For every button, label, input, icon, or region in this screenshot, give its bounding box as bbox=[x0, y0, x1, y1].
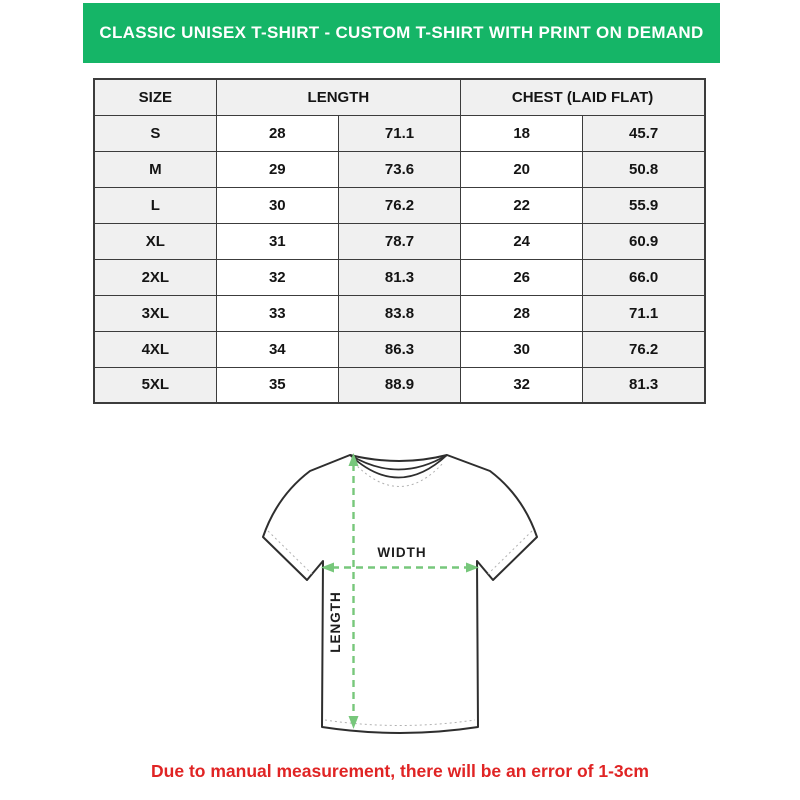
cell-length-cm: 71.1 bbox=[338, 115, 460, 151]
cell-chest-in: 20 bbox=[461, 151, 583, 187]
cell-size: 5XL bbox=[94, 367, 216, 403]
cell-chest-in: 22 bbox=[461, 187, 583, 223]
cell-chest-in: 32 bbox=[461, 367, 583, 403]
cell-chest-cm: 76.2 bbox=[583, 331, 705, 367]
length-dimension-label: LENGTH bbox=[328, 591, 343, 653]
table-row bbox=[94, 223, 705, 259]
cell-length-in: 35 bbox=[216, 367, 338, 403]
cell-length-in: 33 bbox=[216, 295, 338, 331]
cell-chest-cm: 71.1 bbox=[583, 295, 705, 331]
cell-length-cm: 76.2 bbox=[338, 187, 460, 223]
cell-length-in: 32 bbox=[216, 259, 338, 295]
cell-length-cm: 83.8 bbox=[338, 295, 460, 331]
cell-size: 3XL bbox=[94, 295, 216, 331]
cell-length-in: 28 bbox=[216, 115, 338, 151]
table-row bbox=[94, 115, 705, 151]
col-header-chest: CHEST (LAID FLAT) bbox=[461, 79, 705, 115]
table-row bbox=[94, 331, 705, 367]
table-row bbox=[94, 295, 705, 331]
cell-length-in: 29 bbox=[216, 151, 338, 187]
cell-chest-in: 26 bbox=[461, 259, 583, 295]
size-chart-table-container bbox=[93, 78, 706, 404]
cell-chest-cm: 81.3 bbox=[583, 367, 705, 403]
cell-chest-in: 28 bbox=[461, 295, 583, 331]
cell-chest-cm: 45.7 bbox=[583, 115, 705, 151]
cell-length-cm: 86.3 bbox=[338, 331, 460, 367]
tshirt-outline bbox=[263, 455, 537, 733]
cell-chest-cm: 50.8 bbox=[583, 151, 705, 187]
tshirt-measurement-diagram bbox=[250, 440, 550, 750]
page-title: CLASSIC UNISEX T-SHIRT - CUSTOM T-SHIRT WITH PRINT ON DEMAND bbox=[99, 23, 704, 42]
cell-chest-in: 30 bbox=[461, 331, 583, 367]
cell-size: S bbox=[94, 115, 216, 151]
cell-length-cm: 81.3 bbox=[338, 259, 460, 295]
cell-length-in: 31 bbox=[216, 223, 338, 259]
table-row bbox=[94, 259, 705, 295]
col-header-size: SIZE bbox=[94, 79, 216, 115]
cell-size: 4XL bbox=[94, 331, 216, 367]
cell-chest-cm: 60.9 bbox=[583, 223, 705, 259]
cell-size: 2XL bbox=[94, 259, 216, 295]
cell-length-cm: 78.7 bbox=[338, 223, 460, 259]
measurement-disclaimer: Due to manual measurement, there will be an error of 1-3cm bbox=[151, 761, 649, 781]
col-header-length: LENGTH bbox=[216, 79, 460, 115]
cell-length-in: 34 bbox=[216, 331, 338, 367]
table-row bbox=[94, 367, 705, 403]
cell-chest-in: 18 bbox=[461, 115, 583, 151]
table-row bbox=[94, 187, 705, 223]
cell-length-cm: 88.9 bbox=[338, 367, 460, 403]
cell-chest-cm: 55.9 bbox=[583, 187, 705, 223]
cell-size: L bbox=[94, 187, 216, 223]
size-chart-table bbox=[93, 78, 706, 404]
cell-size: M bbox=[94, 151, 216, 187]
cell-size: XL bbox=[94, 223, 216, 259]
table-row bbox=[94, 151, 705, 187]
table-header-row bbox=[94, 79, 705, 115]
cell-length-in: 30 bbox=[216, 187, 338, 223]
width-dimension-label: WIDTH bbox=[377, 545, 427, 560]
cell-chest-cm: 66.0 bbox=[583, 259, 705, 295]
cell-chest-in: 24 bbox=[461, 223, 583, 259]
title-banner bbox=[83, 3, 720, 63]
cell-length-cm: 73.6 bbox=[338, 151, 460, 187]
